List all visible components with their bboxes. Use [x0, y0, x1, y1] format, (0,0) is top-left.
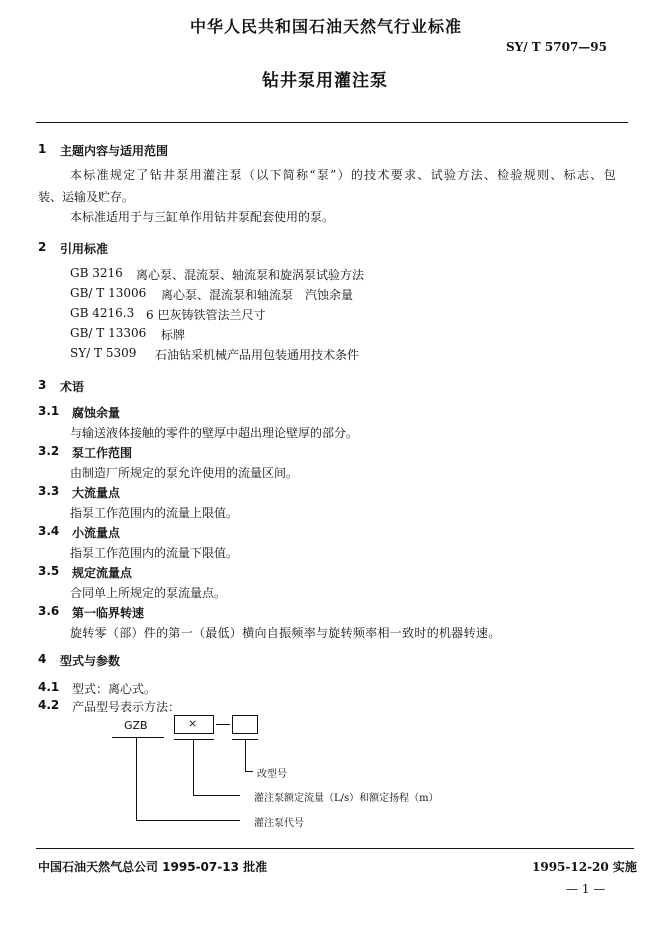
term-name: 腐蚀余量 — [72, 406, 121, 420]
section-1-para1-line2: 装、运输及贮存。 — [38, 190, 135, 204]
footer-rule — [36, 848, 634, 849]
term-definition: 指泵工作范围内的流量下限值。 — [70, 546, 239, 560]
term-name: 小流量点 — [72, 526, 121, 540]
section-1-number: 1 — [38, 142, 47, 156]
term-name: 大流量点 — [72, 486, 121, 500]
box-dash — [216, 724, 230, 725]
section-1-para1-line1: 本标准规定了钻井泵用灌注泵（以下简称“泵”）的技术要求、试验方法、检验规则、标志、包 — [70, 168, 617, 182]
term-name: 第一临界转速 — [72, 606, 145, 620]
item-4-2-number: 4.2 — [38, 698, 60, 712]
doc-title: 钻井泵用灌注泵 — [262, 71, 388, 91]
approval-line: 中国石油天然气总公司 1995-07-13 批准 — [38, 860, 268, 874]
term-definition: 指泵工作范围内的流量上限值。 — [70, 506, 239, 520]
item-4-1-text: 型式：离心式。 — [72, 682, 157, 696]
term-definition: 合同单上所规定的泵流量点。 — [70, 586, 227, 600]
agency-title: 中华人民共和国石油天然气行业标准 — [190, 17, 463, 36]
page-number: — 1 — — [566, 882, 606, 896]
term-definition: 与输送液体接触的零件的壁厚中超出理论壁厚的部分。 — [70, 426, 359, 440]
section-3-title: 术语 — [60, 380, 85, 394]
model-code-label: GZB — [124, 719, 148, 732]
section-1-title: 主题内容与适用范围 — [60, 144, 169, 158]
header-rule — [36, 122, 628, 123]
flow-head-underline — [174, 739, 214, 740]
multiply-symbol: × — [188, 717, 198, 730]
section-3-number: 3 — [38, 378, 47, 392]
section-2-number: 2 — [38, 240, 47, 254]
revision-box — [232, 715, 258, 734]
section-1-para2: 本标准适用于与三缸单作用钻井泵配套使用的泵。 — [70, 210, 335, 224]
flow-head-leader-vertical — [193, 739, 194, 795]
term-definition: 旋转零（部）件的第一（最低）横向自振频率与旋转频率相一致时的机器转速。 — [70, 626, 501, 640]
standard-number: SY/ T 5707—95 — [506, 40, 607, 54]
ref-code: GB 4216.3 — [70, 306, 135, 320]
term-name: 规定流量点 — [72, 566, 133, 580]
ref-title: 离心泵、混流泵、轴流泵和旋涡泵试验方法 — [136, 268, 365, 282]
code-leader-vertical — [136, 737, 137, 820]
flow-head-leader-horizontal — [193, 795, 240, 796]
term-number: 3.5 — [38, 564, 60, 578]
ref-title: 标牌 — [161, 328, 186, 342]
term-number: 3.2 — [38, 444, 60, 458]
ref-title: 石油钻采机械产品用包装通用技术条件 — [155, 348, 360, 362]
ref-code: SY/ T 5309 — [70, 346, 137, 360]
label-flow-head: 灌注泵额定流量（L/s）和额定扬程（m） — [254, 793, 439, 804]
label-code: 灌注泵代号 — [254, 818, 304, 829]
term-number: 3.3 — [38, 484, 60, 498]
item-4-2-text: 产品型号表示方法： — [72, 700, 181, 714]
term-definition: 由制造厂所规定的泵允许使用的流量区间。 — [70, 466, 299, 480]
item-4-1-number: 4.1 — [38, 680, 60, 694]
effective-date: 1995-12-20 实施 — [532, 860, 637, 874]
ref-code: GB 3216 — [70, 266, 123, 280]
section-4-title: 型式与参数 — [60, 654, 121, 668]
code-underline — [112, 737, 164, 738]
ref-title: 离心泵、混流泵和轴流泵 汽蚀余量 — [161, 288, 354, 302]
term-number: 3.6 — [38, 604, 60, 618]
code-leader-horizontal — [136, 820, 240, 821]
revision-leader-horizontal — [245, 771, 253, 772]
ref-title: 6 巴灰铸铁管法兰尺寸 — [146, 308, 266, 322]
revision-leader-vertical — [245, 739, 246, 771]
ref-code: GB/ T 13006 — [70, 286, 147, 300]
term-name: 泵工作范围 — [72, 446, 133, 460]
label-revision: 改型号 — [257, 769, 287, 780]
term-number: 3.1 — [38, 404, 60, 418]
term-number: 3.4 — [38, 524, 60, 538]
ref-code: GB/ T 13306 — [70, 326, 147, 340]
section-2-title: 引用标准 — [60, 242, 109, 256]
section-4-number: 4 — [38, 652, 47, 666]
